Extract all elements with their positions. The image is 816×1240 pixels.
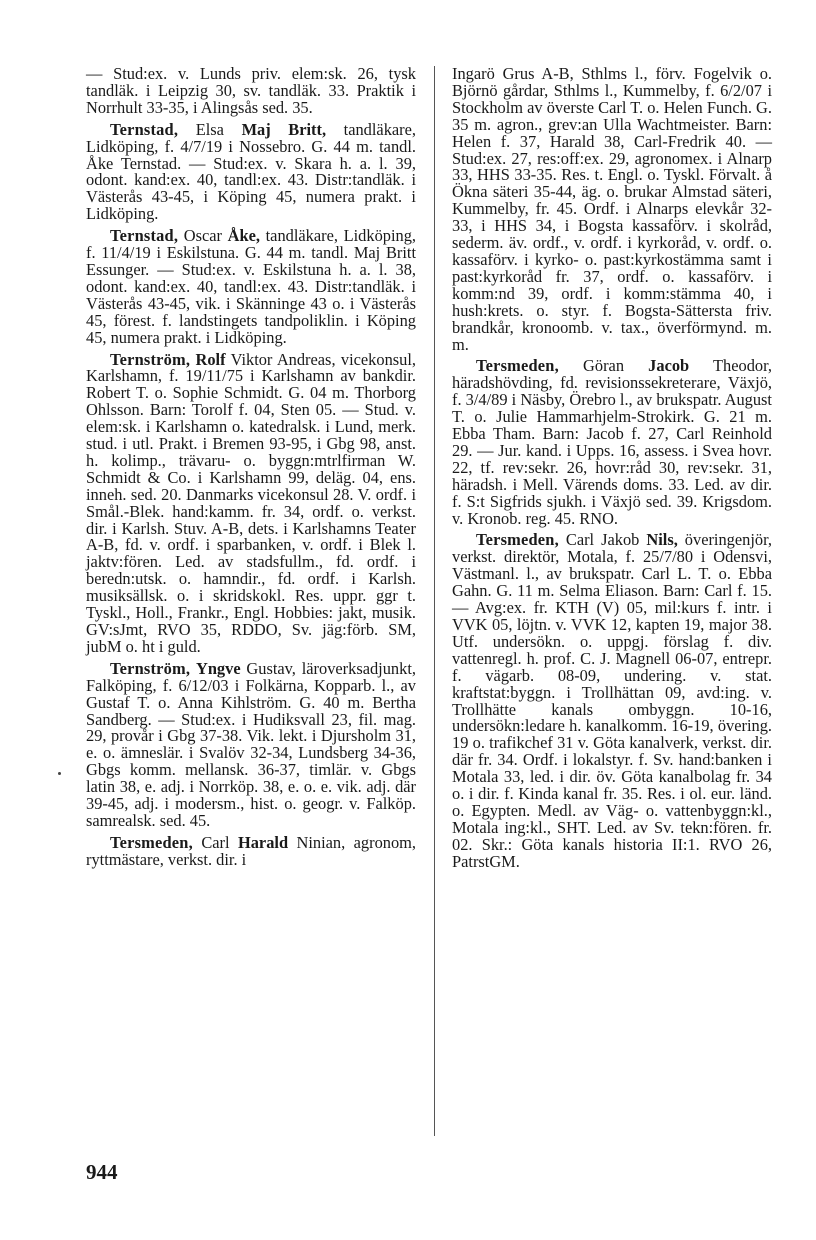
page-number: 944 bbox=[86, 1160, 118, 1184]
entry-given-name: Jacob bbox=[648, 356, 690, 376]
entry-given-name: Maj Britt, bbox=[241, 119, 327, 139]
entry-continuation bbox=[428, 66, 772, 353]
entry-surname: Ternström, bbox=[110, 349, 191, 369]
entry-text: Viktor Andreas, vicekonsul, Karlshamn, f. 19/11/75 i Karlshamn av bankdir. Robert T. o. Sophie Schmidt. G. 04 m. Thorborg Ohlsson. Barn: Torolf f. 04, Sten 05. — Stud. v. elem:sk. i Karlshamn o. katedralsk. i Lund, merk. stud. i utl. Prakt. i Bremen 93-95, i Gbg 98, anst. h. kolimp., trävaru- o. byggn:mtrlfirman W. Schmidt & Co. i Karlshamn 99, deläg. 04, ens. inneh. sed. 20. Danmarks vicekonsul 28. V. ordf. i Smål.-Blek. hand:kamm. fr. 34, ordf. o. verkst. dir. i Karlsh. Stuv. A-B, dets. i Karlshamns Teater A-B, fd. v. ordf. i sparbanken, v. ordf. i Blek l. jaktv:fören. Led. av stadsfullm., fd. ordf. i beredn:utsk. o. hamndir., fd. ordf. i Karlsh. musiksällsk. o. i skridskokl. Res. uppr. ggr t. Tyskl., Holl., Frankr., Engl. Hobbies: jakt, musik. GV:sJmt, RVO 35, RDDO, Sv. jäg:förb. SM, jubM o. ht i guld. bbox=[86, 349, 416, 656]
entry-ternstrom-rolf bbox=[86, 349, 416, 656]
entry-tersmeden-jacob bbox=[452, 358, 772, 527]
margin-dot bbox=[58, 772, 61, 775]
entry-surname: Tersmeden, bbox=[110, 832, 193, 852]
entry-surname: Ternström, bbox=[110, 658, 191, 678]
entry-prenames: Carl Jakob bbox=[558, 530, 647, 550]
entry-text: tandläkare, Lidköping, f. 4/7/19 i Nossebro. G. 44 m. tandl. Åke Ternstad. — Stud:ex. v. Skara h. a. l. 39, odont. kand:ex. 40, tandl:ex. 43. Distr:tandläk. i Västerås 43-45, i Köping 45, numera prakt. i Lidköping. bbox=[86, 119, 417, 224]
entry-given-name: Åke, bbox=[227, 226, 260, 246]
entry-surname: Tersmeden, bbox=[476, 530, 559, 550]
entry-prenames: Elsa bbox=[178, 119, 242, 139]
entry-prenames: Oscar bbox=[178, 226, 228, 246]
entry-text: Theodor, häradshövding, fd. revisionssekreterare, Växjö, f. 3/4/89 i Näsby, Örebro l., av brukspatr. August T. o. Julie Hammarhjelm-Strokirk. G. 21 m. Ebba Tham. Barn: Jacob f. 27, Carl Reinhold 29. — Jur. kand. i Upps. 16, assess. i Svea hovr. 22, tf. rev:sekr. 26, hovr:råd 30, rev:sekr. 31, häradsh. i Mell. Värends doms. 33. Led. av dir. f. S:t Sigfrids sjukh. i Växjö sed. 39. Krigsdom. v. Kronob. reg. 45. RNO. bbox=[452, 356, 772, 528]
entry-text: överingenjör, verkst. direktör, Motala, f. 25/7/80 i Odensvi, Västmanl. l., av brukspatr. Carl L. T. o. Ebba Gahn. G. 11 m. Selma Eliason. Barn: Carl f. 15. — Avg:ex. fr. KTH (V) 05, mil:kurs f. intr. i VVK 05, löjtn. v. VVK 12, kapten 19, major 38. Utf. undersökn. o. uppgj. förslag f. div. vattenregl. h. prof. C. J. Magnell 06-07, entrepr. f. vägarb. 08-09, undering. v. stat. kraftstat:byggn. i Trollhättan 09, avd:ing. v. Trollhätte kanals ombyggn. 10-16, undersökn:ledare h. kanalkomm. 16-19, övering. 19 o. trafikchef 31 v. Göta kanalverk, verkst. dir. där fr. 34. Ordf. i lokalstyr. f. Sv. hand:banken i Motala 33, led. i dir. öv. Göta kanalbolag fr. 34 o. i dir. f. Kinda kanal fr. 35. Res. i ol. eur. länd. o. Egypten. Medl. av Väg- o. vattenbyggn:kl., Motala ing:kl., SHT. Led. av Sv. tekn:fören. fr. 02. Skr.: Göta kanals historia II:1. RVO 26, PatrstGM. bbox=[452, 530, 772, 871]
entry-surname: Ternstad, bbox=[110, 119, 179, 139]
entry-given-name: Rolf bbox=[195, 349, 226, 369]
entry-surname: Ternstad, bbox=[110, 226, 179, 246]
entry-tersmeden-nils bbox=[452, 532, 772, 870]
entry-prenames: Carl bbox=[192, 832, 238, 852]
entry-ternstad-maj-britt bbox=[86, 119, 417, 224]
left-column bbox=[86, 66, 416, 874]
entry-tersmeden-harald bbox=[86, 832, 417, 869]
entry-text: Ingarö Grus A-B, Sthlms l., förv. Fogelvik o. Björnö gårdar, Sthlms l., Kummelby, f. 6/2/07 i Stockholm av överste Carl T. o. Helen Funch. G. 35 m. agron., grev:an Ulla Wachtmeister. Barn: Helen f. 37, Harald 38, Carl-Fredrik 40. — Stud:ex. 27, res:off:ex. 29, agronomex. i Alnarp 33, HHS 33-35. Res. t. Engl. o. Tyskl. Förvalt. å Ökna säteri 35-44, äg. o. brukar Almstad säteri, Kummelby, fr. 45. Ordf. i Alnarps elevkår 32-33, i HHS 34, i Bogsta kassaförv. i skolråd, sederm. äv. ordf., v. ordf. i kyrkoråd, v. ordf. o. kassaförv. i kyrko- o. past:kyrkostämma samt i past:kyrkoråd fr. 37, ordf. o. kassaförv. i komm:nd 39, ordf. i komm:stämma 40, i hush:krets. o. styr. f. Bogsta-Sättersta friv. brandkår, kronoomb. v. tax., överförmynd. m. m. bbox=[452, 64, 772, 354]
entry-given-name: Nils, bbox=[646, 530, 678, 550]
entry-ternstad-ake bbox=[86, 228, 416, 346]
entry-continuation bbox=[62, 66, 416, 117]
entry-text: — Stud:ex. v. Lunds priv. elem:sk. 26, tysk tandläk. i Leipzig 30, sv. tandläk. 33. Praktik i Norrhult 33-35, i Alingsås sed. 35. bbox=[86, 64, 416, 117]
entry-text: tandläkare, Lidköping, f. 11/4/19 i Eskilstuna. G. 44 m. tandl. Maj Britt Essunger. — Stud:ex. v. Eskilstuna h. a. l. 38, odont. kand:ex. 40, tandl:ex. 43. Distr:tandläk. i Västerås 43-45, vik. i Skänninge 43 o. i Västerås 45, förest. f. landstingets tandpoliklin. i Köping 45, numera prakt. i Lidköping. bbox=[86, 226, 417, 347]
entry-given-name: Yngve bbox=[195, 658, 241, 678]
entry-text: Gustav, läroverksadjunkt, Falköping, f. 6/12/03 i Folkärna, Kopparb. l., av Gustaf T. o. Anna Kihlström. G. 40 m. Bertha Sandberg. — Stud:ex. i Hudiksvall 23, fil. mag. 29, provår i Gbg 37-38. Vik. lekt. i Djursholm 31, e. o. ämneslär. i Svalöv 32-34, Lundsberg 34-36, Gbgs komm. mellansk. 36-37, timlär. v. Gbgs latin 38, e. adj. i Norrköp. 38, e. o. e. vik. adj. där 39-45, adj. i modersm., hist. o. geogr. v. Falköp. samrealsk. sed. 45. bbox=[86, 658, 416, 830]
entry-prenames: Göran bbox=[558, 356, 649, 376]
entry-text: Ninian, agronom, ryttmästare, verkst. dir. i bbox=[86, 832, 417, 869]
entry-given-name: Harald bbox=[237, 832, 289, 852]
entry-ternstrom-yngve bbox=[86, 658, 416, 830]
entry-surname: Tersmeden, bbox=[476, 356, 559, 376]
right-column bbox=[452, 66, 772, 876]
